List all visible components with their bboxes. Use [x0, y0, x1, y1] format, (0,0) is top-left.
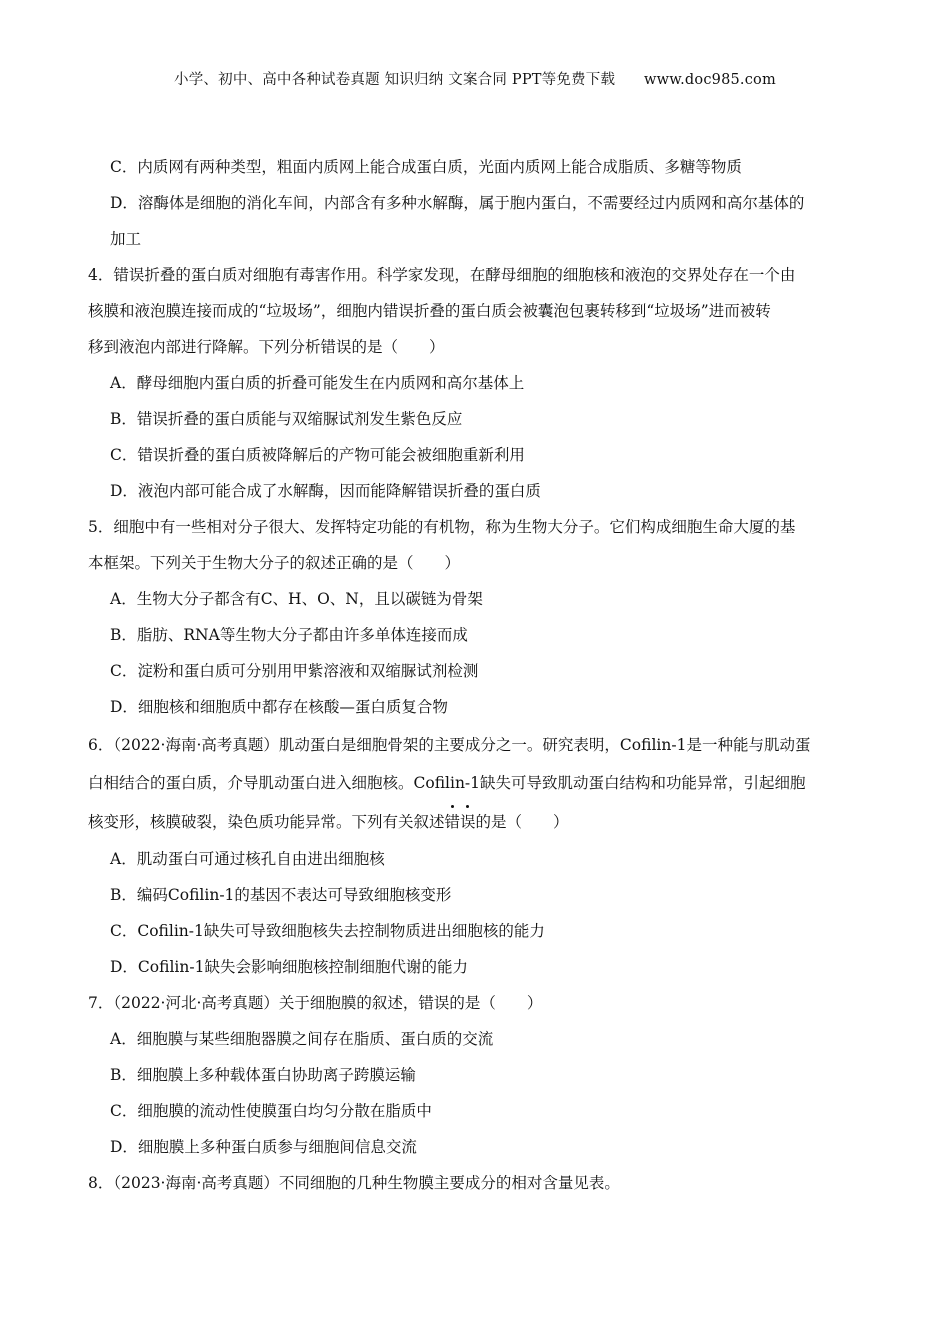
q3-option-c: C．内质网有两种类型，粗面内质网上能合成蛋白质，光面内质网上能合成脂质、多糖等物质: [110, 158, 742, 176]
q5-stem-2: 本框架。下列关于生物大分子的叙述正确的是（ ）: [88, 554, 461, 572]
q5-stem-1: 5．细胞中有一些相对分子很大、发挥特定功能的有机物，称为生物大分子。它们构成细胞生命大厦的基: [88, 518, 796, 536]
q7-option-d: D．细胞膜上多种蛋白质参与细胞间信息交流: [110, 1138, 417, 1156]
header-text: 小学、初中、高中各种试卷真题 知识归纳 文案合同 PPT等免费下载: [174, 72, 616, 88]
q6-stem-3-post: 的是（ ）: [475, 813, 569, 831]
q6-stem-3-pre: 核变形，核膜破裂，染色质功能异常。下列有关叙述: [88, 813, 445, 831]
q5-option-a: A．生物大分子都含有C、H、O、N，且以碳链为骨架: [110, 590, 483, 608]
q7-option-a: A．细胞膜与某些细胞器膜之间存在脂质、蛋白质的交流: [110, 1030, 494, 1048]
q3-option-d: D．溶酶体是细胞的消化车间，内部含有多种水解酶，属于胞内蛋白，不需要经过内质网和高尔基体的: [110, 194, 805, 212]
emphasis-char-1: 错: [444, 813, 461, 831]
q6-option-c: C．Cofilin-1缺失可导致细胞核失去控制物质进出细胞核的能力: [110, 922, 545, 940]
q4-stem-1: 4．错误折叠的蛋白质对细胞有毒害作用。科学家发现，在酵母细胞的细胞核和液泡的交界处存在一个由: [88, 266, 796, 284]
q3-option-d-cont: 加工: [110, 230, 142, 248]
page-header: [0, 68, 950, 89]
emphasis-char-2: 误: [460, 813, 476, 831]
q4-option-a: A．酵母细胞内蛋白质的折叠可能发生在内质网和高尔基体上: [110, 374, 525, 392]
header-site[interactable]: www.doc985.com: [644, 72, 776, 88]
q5-option-d: D．细胞核和细胞质中都存在核酸—蛋白质复合物: [110, 698, 448, 716]
q4-stem-3: 移到液泡内部进行降解。下列分析错误的是（ ）: [88, 338, 445, 356]
q8-stem: 8．（2023·海南·高考真题）不同细胞的几种生物膜主要成分的相对含量见表。: [88, 1174, 620, 1192]
q4-option-b: B．错误折叠的蛋白质能与双缩脲试剂发生紫色反应: [110, 410, 463, 428]
q7-option-b: B．细胞膜上多种载体蛋白协助离子跨膜运输: [110, 1066, 416, 1084]
q5-option-c: C．淀粉和蛋白质可分别用甲紫溶液和双缩脲试剂检测: [110, 662, 479, 680]
q6-stem-1: 6．（2022·海南·高考真题）肌动蛋白是细胞骨架的主要成分之一。研究表明，Cofilin-1是一种能与肌动蛋: [88, 736, 811, 754]
q6-stem-3: [88, 812, 569, 832]
q4-option-d: D．液泡内部可能合成了水解酶，因而能降解错误折叠的蛋白质: [110, 482, 541, 500]
q7-option-c: C．细胞膜的流动性使膜蛋白均匀分散在脂质中: [110, 1102, 432, 1120]
q4-option-c: C．错误折叠的蛋白质被降解后的产物可能会被细胞重新利用: [110, 446, 525, 464]
q6-option-a: A．肌动蛋白可通过核孔自由进出细胞核: [110, 850, 385, 868]
q7-stem: 7．（2022·河北·高考真题）关于细胞膜的叙述，错误的是（ ）: [88, 994, 543, 1012]
q6-stem-2: 白相结合的蛋白质，介导肌动蛋白进入细胞核。Cofilin-1缺失可导致肌动蛋白结构和功能异常，引起细胞: [88, 774, 806, 792]
q6-option-d: D．Cofilin-1缺失会影响细胞核控制细胞代谢的能力: [110, 958, 468, 976]
q4-stem-2: 核膜和液泡膜连接而成的“垃圾场”，细胞内错误折叠的蛋白质会被囊泡包裹转移到“垃圾场”进而被转: [88, 302, 771, 320]
q5-option-b: B．脂肪、RNA等生物大分子都由许多单体连接而成: [110, 626, 468, 644]
q6-option-b: B．编码Cofilin-1的基因不表达可导致细胞核变形: [110, 886, 452, 904]
